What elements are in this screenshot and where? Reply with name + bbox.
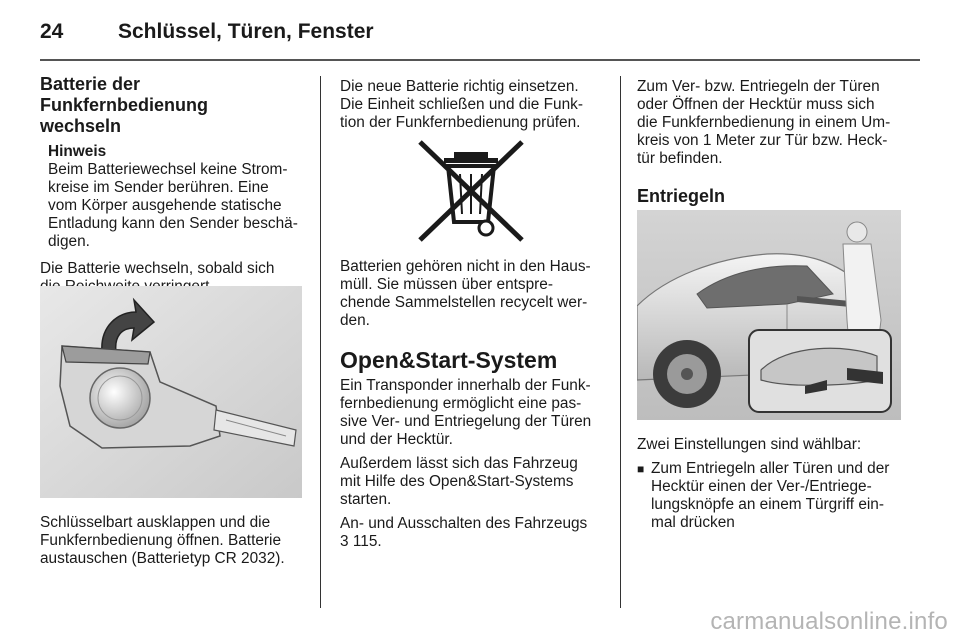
paragraph-key-open bbox=[40, 514, 310, 568]
page-number: 24 bbox=[40, 20, 64, 43]
note-line: Beim Batteriewechsel keine Strom- bbox=[48, 161, 288, 178]
note-line: vom Körper ausgehende statische bbox=[48, 197, 282, 214]
text-line: fernbedienung ermöglicht eine pas- bbox=[340, 395, 582, 412]
note-box bbox=[40, 143, 310, 251]
column-middle-lower bbox=[340, 258, 608, 551]
column-left bbox=[40, 74, 310, 296]
text-line: Hecktür einen der Ver-/Entriege- bbox=[651, 478, 872, 495]
paragraph-transponder bbox=[340, 377, 608, 449]
text-line: und der Hecktür. bbox=[340, 431, 453, 448]
text-line: tion der Funkfernbedienung prüfen. bbox=[340, 114, 581, 131]
note-line: digen. bbox=[48, 233, 90, 250]
column-left-lower bbox=[40, 514, 310, 568]
text-line: Die neue Batterie richtig einsetzen. bbox=[340, 78, 579, 95]
text-line: tür befinden. bbox=[637, 150, 723, 167]
text-line: Ein Transponder innerhalb der Funk- bbox=[340, 377, 591, 394]
text-line: chende Sammelstellen recycelt wer- bbox=[340, 294, 588, 311]
paragraph-insert-battery bbox=[340, 78, 608, 132]
text-line: Schlüsselbart ausklappen und die bbox=[40, 514, 271, 531]
chapter-title: Schlüssel, Türen, Fenster bbox=[118, 20, 374, 43]
text-line: Die Einheit schließen und die Funk- bbox=[340, 96, 583, 113]
car-unlock-illustration bbox=[637, 210, 901, 420]
section-heading-battery bbox=[40, 74, 310, 137]
list-item bbox=[637, 460, 905, 532]
text-line: Zum Entriegeln aller Türen und der bbox=[651, 460, 890, 477]
text-line: starten. bbox=[340, 491, 392, 508]
text-line: die Funkfernbedienung in einem Um- bbox=[637, 114, 891, 131]
paragraph-settings: Zwei Einstellungen sind wählbar: bbox=[637, 436, 862, 453]
note-line: kreise im Sender berühren. Eine bbox=[48, 179, 269, 196]
heading-line: wechseln bbox=[40, 116, 122, 136]
paragraph-switch-vehicle bbox=[340, 515, 608, 551]
text-line: Funkfernbedienung öffnen. Batterie bbox=[40, 532, 282, 549]
text-line: müll. Sie müssen über entspre- bbox=[340, 276, 553, 293]
section-heading-open-start: Open&Start-System bbox=[340, 347, 558, 373]
key-battery-illustration bbox=[40, 286, 302, 498]
section-heading-unlock: Entriegeln bbox=[637, 186, 726, 206]
note-line: Entladung kann den Sender beschä- bbox=[48, 215, 298, 232]
header-rule bbox=[40, 59, 920, 61]
column-divider-1 bbox=[320, 76, 321, 608]
text-line: Batterien gehören nicht in den Haus- bbox=[340, 258, 591, 275]
text-line: Zum Ver- bzw. Entriegeln der Türen bbox=[637, 78, 880, 95]
text-line: austauschen (Batterietyp CR 2032). bbox=[40, 550, 285, 567]
paragraph-start-vehicle bbox=[340, 455, 608, 509]
text-line: lungsknöpfe an einem Türgriff ein- bbox=[651, 496, 884, 513]
text-line: oder Öffnen der Hecktür muss sich bbox=[637, 96, 875, 113]
watermark: carmanualsonline.info bbox=[710, 608, 948, 635]
text-line: Die Batterie wechseln, sobald sich bbox=[40, 260, 275, 277]
column-right bbox=[637, 74, 905, 207]
paragraph-recycling bbox=[340, 258, 608, 330]
crossed-bin-icon bbox=[416, 138, 526, 244]
xref-arrow-icon: 3 bbox=[340, 533, 349, 550]
page-header bbox=[40, 14, 920, 52]
text-line: Außerdem lässt sich das Fahrzeug bbox=[340, 455, 578, 472]
column-middle bbox=[340, 74, 608, 132]
text-line: mal drücken bbox=[651, 514, 735, 531]
text-line: kreis von 1 Meter zur Tür bzw. Heck- bbox=[637, 132, 888, 149]
list-item-text bbox=[651, 460, 889, 532]
xref-link[interactable] bbox=[340, 533, 382, 550]
heading-line: Batterie der Funkfernbedienung bbox=[40, 74, 208, 115]
text-line: den. bbox=[340, 312, 370, 329]
column-divider-2 bbox=[620, 76, 621, 608]
note-title: Hinweis bbox=[48, 143, 107, 160]
text-line: sive Ver- und Entriegelung der Türen bbox=[340, 413, 592, 430]
bullet-square-icon: ■ bbox=[637, 462, 645, 476]
paragraph-range bbox=[637, 78, 905, 168]
xref-page: 115. bbox=[352, 533, 382, 550]
column-right-lower bbox=[637, 436, 905, 532]
text-line: mit Hilfe des Open&Start-Systems bbox=[340, 473, 574, 490]
text-line: An- und Ausschalten des Fahrzeugs bbox=[340, 515, 588, 532]
